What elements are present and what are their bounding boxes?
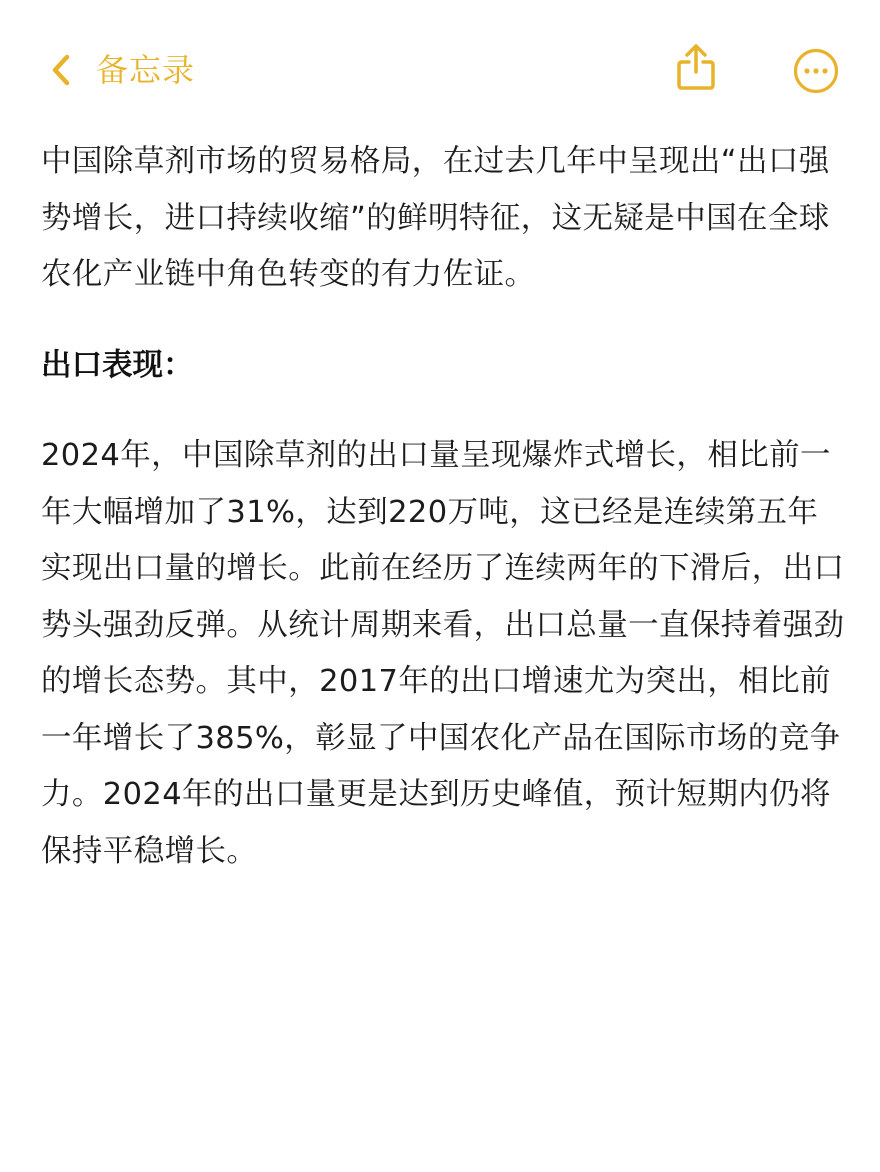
section-heading: 出口表现： — [41, 347, 194, 383]
export-paragraph: 2024年，中国除草剂的出口量呈现爆炸式增长，相比前一年大幅增加了31%，达到220万吨，这已经是连续第五年实现出口量的增长。此前在经历了连续两年的下滑后，出口势头强劲反弹。从统计周期来看，出口总量一直保持着强劲的增长态势。其中，2017年的出口增速尤为突出，相比前一年增长了385%，彰显了中国农化产品在国际市场的竞争力。2024年的出口量更是达到历史峰值，预计短期内仍将保持平稳增长。 — [41, 438, 845, 869]
back-label: 备忘录 — [96, 51, 196, 89]
share-button[interactable] — [674, 42, 718, 92]
back-button[interactable] — [50, 48, 195, 92]
chevron-left-icon — [50, 52, 72, 88]
more-options-button[interactable] — [793, 48, 839, 94]
more-options-icon — [793, 79, 839, 98]
share-icon — [674, 77, 718, 96]
intro-paragraph: 中国除草剂市场的贸易格局，在过去几年中呈现出“出口强势增长，进口持续收缩”的鲜明特征，这无疑是中国在全球农化产业链中角色转变的有力佐证。 — [41, 144, 830, 292]
note-body[interactable] — [41, 134, 847, 880]
navigation-bar — [0, 0, 880, 140]
